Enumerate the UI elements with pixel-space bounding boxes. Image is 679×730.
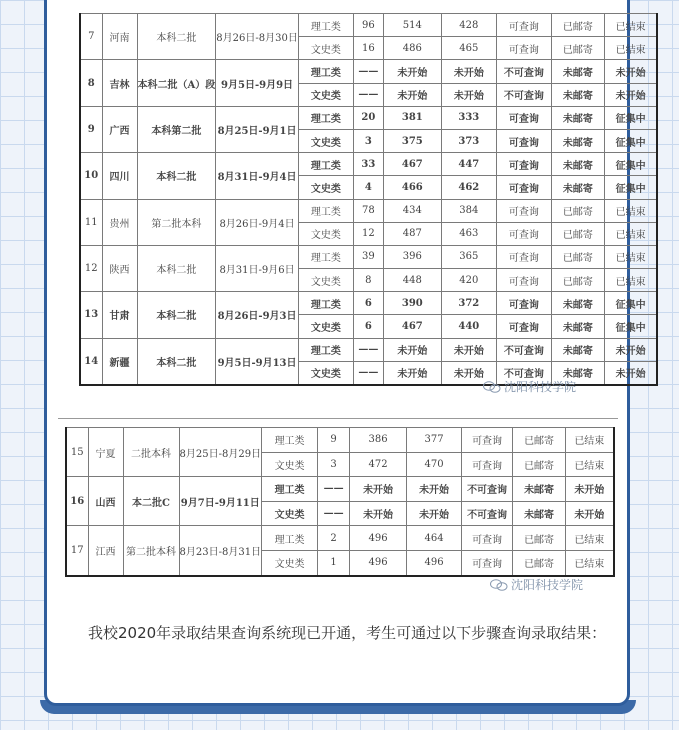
query-status-cell: 可查询 [496,37,551,60]
progress-status-cell: 已结束 [604,14,657,37]
min-score-cell: 448 [383,269,441,292]
query-status-cell: 可查询 [496,269,551,292]
watermark-text-2: 沈阳科技学院 [511,578,584,592]
progress-status-cell: 已结束 [566,428,614,453]
query-status-cell: 可查询 [496,153,551,176]
plan-cell: 96 [353,14,383,37]
category-cell: 文史类 [262,452,318,477]
progress-status-cell: 未开始 [566,477,614,502]
dates-cell: 8月25日-8月29日 [179,428,262,477]
dates-cell: 8月25日-9月1日 [216,106,299,152]
min-score-cell: 496 [350,526,407,551]
dates-cell: 9月7日-9月11日 [179,477,262,526]
plan-cell: 20 [353,106,383,129]
table-row [66,428,614,453]
province-cell: 吉林 [102,60,137,106]
province-cell: 陕西 [102,245,137,291]
avg-score-cell: 373 [441,129,496,152]
query-status-cell: 可查询 [462,526,513,551]
min-score-cell: 未开始 [383,361,441,385]
table-row [80,199,657,222]
progress-status-cell: 已结束 [566,550,614,575]
plan-cell: 3 [318,452,350,477]
table-row [80,245,657,268]
batch-cell: 第二批本科 [137,199,216,245]
progress-status-cell: 未开始 [604,361,657,385]
table-row [66,477,614,502]
row-number-cell: 16 [66,477,88,526]
avg-score-cell: 496 [407,550,462,575]
mail-status-cell: 未邮寄 [551,292,604,315]
section-divider [58,418,618,419]
progress-status-cell: 已结束 [604,245,657,268]
category-cell: 理工类 [298,292,353,315]
batch-cell: 本科二批 [137,14,216,60]
plan-cell: 78 [353,199,383,222]
watermark-2 [490,576,583,593]
category-cell: 文史类 [298,269,353,292]
wechat-icon [490,579,508,591]
category-cell: 理工类 [298,106,353,129]
category-cell: 理工类 [298,199,353,222]
province-cell: 山西 [88,477,123,526]
plan-cell: 12 [353,222,383,245]
table-row [66,526,614,551]
mail-status-cell: 未邮寄 [551,83,604,106]
plan-cell: 3 [353,129,383,152]
mail-status-cell: 未邮寄 [551,315,604,338]
table-row [80,60,657,83]
mail-status-cell: 未邮寄 [551,106,604,129]
query-status-cell: 不可查询 [462,501,513,526]
watermark-text-1: 沈阳科技学院 [504,380,577,394]
progress-status-cell: 征集中 [604,292,657,315]
plan-cell: —— [318,501,350,526]
avg-score-cell: 463 [441,222,496,245]
progress-status-cell: 已结束 [604,37,657,60]
avg-score-cell: 447 [441,153,496,176]
plan-cell: —— [318,477,350,502]
category-cell: 文史类 [298,83,353,106]
province-cell: 宁夏 [88,428,123,477]
mail-status-cell: 已邮寄 [551,14,604,37]
category-cell: 文史类 [298,37,353,60]
batch-cell: 本科二批 [137,292,216,338]
avg-score-cell: 未开始 [441,361,496,385]
min-score-cell: 未开始 [383,338,441,361]
row-number-cell: 14 [80,338,102,385]
plan-cell: 8 [353,269,383,292]
category-cell: 理工类 [262,428,318,453]
progress-status-cell: 已结束 [604,199,657,222]
query-status-cell: 可查询 [496,129,551,152]
plan-cell: 2 [318,526,350,551]
category-cell: 文史类 [298,222,353,245]
category-cell: 理工类 [262,477,318,502]
min-score-cell: 375 [383,129,441,152]
min-score-cell: 496 [350,550,407,575]
category-cell: 理工类 [298,60,353,83]
category-cell: 文史类 [298,361,353,385]
min-score-cell: 514 [383,14,441,37]
row-number-cell: 12 [80,245,102,291]
plan-cell: 33 [353,153,383,176]
query-status-cell: 可查询 [496,222,551,245]
query-status-cell: 可查询 [496,14,551,37]
progress-status-cell: 已结束 [566,526,614,551]
mail-status-cell: 已邮寄 [551,269,604,292]
dates-cell: 8月31日-9月6日 [216,245,299,291]
min-score-cell: 434 [383,199,441,222]
avg-score-cell: 377 [407,428,462,453]
mail-status-cell: 已邮寄 [551,245,604,268]
mail-status-cell: 未邮寄 [551,153,604,176]
query-status-cell: 不可查询 [496,83,551,106]
query-status-cell: 可查询 [496,199,551,222]
mail-status-cell: 未邮寄 [551,129,604,152]
query-status-cell: 可查询 [496,292,551,315]
mail-status-cell: 已邮寄 [513,428,566,453]
avg-score-cell: 428 [441,14,496,37]
progress-status-cell: 征集中 [604,176,657,199]
mail-status-cell: 已邮寄 [513,452,566,477]
intro-paragraph: 我校2020年录取结果查询系统现已开通，考生可通过以下步骤查询录取结果： [88,624,607,642]
query-status-cell: 可查询 [496,106,551,129]
progress-status-cell: 征集中 [604,106,657,129]
mail-status-cell: 未邮寄 [513,477,566,502]
avg-score-cell: 未开始 [441,83,496,106]
row-number-cell: 7 [80,14,102,60]
dates-cell: 8月26日-9月3日 [216,292,299,338]
admission-table-part1 [79,13,658,386]
table-row [80,106,657,129]
batch-cell: 本科二批（A）段 [137,60,216,106]
batch-cell: 本科二批 [137,153,216,199]
mail-status-cell: 未邮寄 [551,176,604,199]
avg-score-cell: 462 [441,176,496,199]
plan-cell: —— [353,60,383,83]
plan-cell: —— [353,361,383,385]
progress-status-cell: 征集中 [604,153,657,176]
watermark-1 [483,378,576,395]
row-number-cell: 15 [66,428,88,477]
category-cell: 理工类 [298,153,353,176]
plan-cell: —— [353,338,383,361]
min-score-cell: 未开始 [383,60,441,83]
row-number-cell: 9 [80,106,102,152]
progress-status-cell: 已结束 [566,452,614,477]
province-cell: 新疆 [102,338,137,385]
query-status-cell: 不可查询 [462,477,513,502]
table-row [80,292,657,315]
category-cell: 理工类 [298,338,353,361]
table-row [80,338,657,361]
mail-status-cell: 已邮寄 [551,222,604,245]
query-status-cell: 不可查询 [496,60,551,83]
batch-cell: 第二批本科 [123,526,179,576]
row-number-cell: 11 [80,199,102,245]
avg-score-cell: 未开始 [407,501,462,526]
progress-status-cell: 未开始 [566,501,614,526]
province-cell: 甘肃 [102,292,137,338]
min-score-cell: 467 [383,153,441,176]
wechat-icon [483,381,501,393]
progress-status-cell: 征集中 [604,129,657,152]
province-cell: 四川 [102,153,137,199]
mail-status-cell: 未邮寄 [551,60,604,83]
mail-status-cell: 未邮寄 [551,338,604,361]
category-cell: 文史类 [298,129,353,152]
plan-cell: 16 [353,37,383,60]
progress-status-cell: 已结束 [604,222,657,245]
avg-score-cell: 470 [407,452,462,477]
dates-cell: 8月26日-9月4日 [216,199,299,245]
query-status-cell: 不可查询 [496,361,551,385]
batch-cell: 二批本科 [123,428,179,477]
row-number-cell: 17 [66,526,88,576]
min-score-cell: 381 [383,106,441,129]
avg-score-cell: 464 [407,526,462,551]
mail-status-cell: 已邮寄 [551,37,604,60]
query-status-cell: 不可查询 [496,338,551,361]
min-score-cell: 466 [383,176,441,199]
query-status-cell: 可查询 [496,176,551,199]
category-cell: 文史类 [262,501,318,526]
min-score-cell: 未开始 [383,83,441,106]
mail-status-cell: 已邮寄 [513,526,566,551]
avg-score-cell: 372 [441,292,496,315]
dates-cell: 8月31日-9月4日 [216,153,299,199]
category-cell: 理工类 [298,245,353,268]
plan-cell: 9 [318,428,350,453]
mail-status-cell: 已邮寄 [551,199,604,222]
batch-cell: 本科二批 [137,245,216,291]
province-cell: 贵州 [102,199,137,245]
batch-cell: 本科第二批 [137,106,216,152]
min-score-cell: 487 [383,222,441,245]
progress-status-cell: 未开始 [604,60,657,83]
row-number-cell: 8 [80,60,102,106]
avg-score-cell: 465 [441,37,496,60]
avg-score-cell: 未开始 [407,477,462,502]
query-status-cell: 可查询 [496,245,551,268]
table-row [80,153,657,176]
category-cell: 理工类 [262,526,318,551]
progress-status-cell: 未开始 [604,83,657,106]
mail-status-cell: 未邮寄 [551,361,604,385]
avg-score-cell: 未开始 [441,60,496,83]
avg-score-cell: 384 [441,199,496,222]
province-cell: 广西 [102,106,137,152]
plan-cell: 6 [353,315,383,338]
min-score-cell: 未开始 [350,501,407,526]
query-status-cell: 可查询 [496,315,551,338]
min-score-cell: 390 [383,292,441,315]
plan-cell: 39 [353,245,383,268]
avg-score-cell: 365 [441,245,496,268]
plan-cell: 4 [353,176,383,199]
min-score-cell: 472 [350,452,407,477]
batch-cell: 本科二批 [137,338,216,385]
row-number-cell: 13 [80,292,102,338]
batch-cell: 本二批C [123,477,179,526]
min-score-cell: 396 [383,245,441,268]
plan-cell: —— [353,83,383,106]
min-score-cell: 未开始 [350,477,407,502]
province-cell: 江西 [88,526,123,576]
plan-cell: 6 [353,292,383,315]
progress-status-cell: 征集中 [604,315,657,338]
min-score-cell: 486 [383,37,441,60]
admission-table-part2 [65,427,615,577]
avg-score-cell: 333 [441,106,496,129]
dates-cell: 9月5日-9月9日 [216,60,299,106]
avg-score-cell: 420 [441,269,496,292]
avg-score-cell: 未开始 [441,338,496,361]
min-score-cell: 386 [350,428,407,453]
query-status-cell: 可查询 [462,550,513,575]
query-status-cell: 可查询 [462,428,513,453]
category-cell: 文史类 [298,176,353,199]
row-number-cell: 10 [80,153,102,199]
mail-status-cell: 未邮寄 [513,501,566,526]
category-cell: 理工类 [298,14,353,37]
province-cell: 河南 [102,14,137,60]
dates-cell: 8月23日-8月31日 [179,526,262,576]
dates-cell: 9月5日-9月13日 [216,338,299,385]
progress-status-cell: 未开始 [604,338,657,361]
query-status-cell: 可查询 [462,452,513,477]
category-cell: 文史类 [298,315,353,338]
avg-score-cell: 440 [441,315,496,338]
dates-cell: 8月26日-8月30日 [216,14,299,60]
plan-cell: 1 [318,550,350,575]
mail-status-cell: 已邮寄 [513,550,566,575]
progress-status-cell: 已结束 [604,269,657,292]
min-score-cell: 467 [383,315,441,338]
category-cell: 文史类 [262,550,318,575]
table-row [80,14,657,37]
